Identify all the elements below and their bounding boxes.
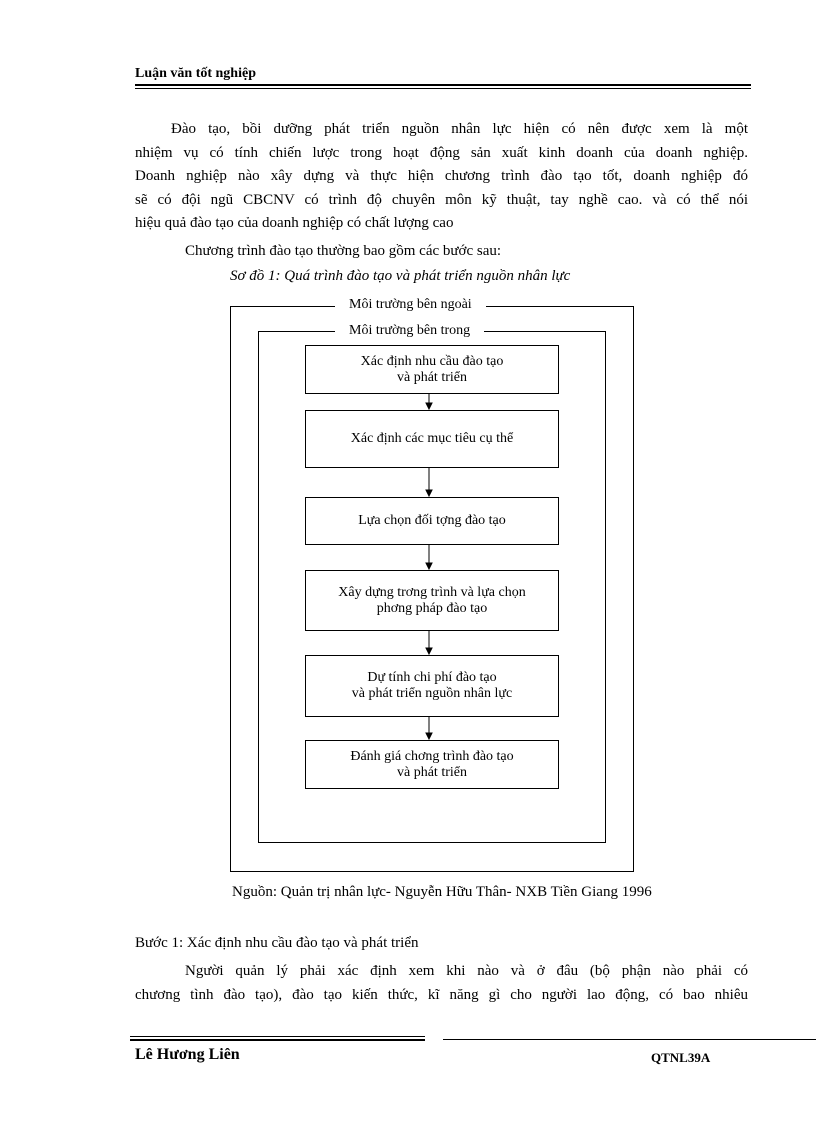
step-text: và phát triển: [397, 764, 467, 780]
inner-environment-label: Môi trường bên trong: [335, 323, 484, 339]
flow-arrowhead: [426, 490, 432, 496]
step-text: Xây dựng trơng trình và lựa chọn: [338, 584, 526, 600]
flow-arrowhead: [426, 403, 432, 409]
footer-code: QTNL39A: [651, 1050, 711, 1065]
step1-heading: Bước 1: Xác định nhu cầu đào tạo và phát triển: [135, 935, 419, 951]
step-text: Lựa chọn đối tợng đào tạo: [358, 513, 506, 528]
step-text: và phát triển nguồn nhân lực: [351, 686, 513, 701]
step1-line: chương tình đào tạo), đào tạo kiến thức, kĩ năng gì cho người lao động, có bao nhiêu: [135, 986, 748, 1003]
footer-rule-left: [130, 1036, 425, 1037]
step-text: và phát triển: [397, 369, 467, 385]
step-box-evaluation: [305, 740, 559, 789]
intro-line: Doanh nghiệp nào xây dựng và thực hiện chương trình đào tạo tốt, doanh nghiệp đó: [135, 168, 748, 184]
footer-rule-left-thick: [130, 1039, 425, 1041]
step-text: Xác định các mục tiêu cụ thể: [350, 431, 514, 446]
intro-line: hiệu quả đào tạo của doanh nghiệp có chất lượng cao: [135, 215, 454, 231]
step1-paragraph: [135, 960, 748, 1007]
step-text: Xác định nhu cầu đào tạo: [360, 353, 504, 369]
footer-author: Lê Hương Liên: [135, 1046, 240, 1063]
steps-intro: Chương trình đào tạo thường bao gồm các bước sau:: [185, 243, 502, 259]
step-box-objectives: [305, 410, 559, 468]
step-box-needs: [305, 345, 559, 394]
step-text: Đánh giá chơng trình đào tạo: [350, 748, 514, 764]
intro-line: nhiệm vụ có tính chiến lược trong hoạt động sản xuất kinh doanh của doanh nghiệp.: [135, 144, 748, 161]
step-box-select-trainees: [305, 497, 559, 545]
intro-line: Đào tạo, bồi dưỡng phát triển nguồn nhân lực hiện có nên được xem là một: [171, 121, 748, 137]
step-box-cost-estimate: [305, 655, 559, 717]
footer-rule-right: [443, 1039, 816, 1040]
flow-arrowhead: [426, 563, 432, 569]
step1-line: Người quản lý phải xác định xem khi nào và ở đâu (bộ phận nào phải có: [185, 963, 748, 979]
step-text: Dự tính chi phí đào tạo: [367, 670, 497, 685]
diagram-source: Nguồn: Quản trị nhân lực- Nguyễn Hữu Thân- NXB Tiền Giang 1996: [232, 884, 652, 900]
flow-arrowhead: [426, 648, 432, 654]
diagram-caption: Sơ đồ 1: Quá trình đào tạo và phát triển nguồn nhân lực: [230, 268, 571, 284]
header-title: Luận văn tốt nghiệp: [135, 66, 256, 81]
outer-environment-label: Môi trường bên ngoài: [335, 297, 486, 313]
step-text: phơng pháp đào tạo: [376, 600, 488, 616]
intro-line: sẽ có đội ngũ CBCNV có trình độ chuyên môn kỹ thuật, tay nghề cao. và có thể nói: [135, 191, 748, 208]
flow-arrowhead: [426, 733, 432, 739]
step-box-program-design: [305, 570, 559, 631]
